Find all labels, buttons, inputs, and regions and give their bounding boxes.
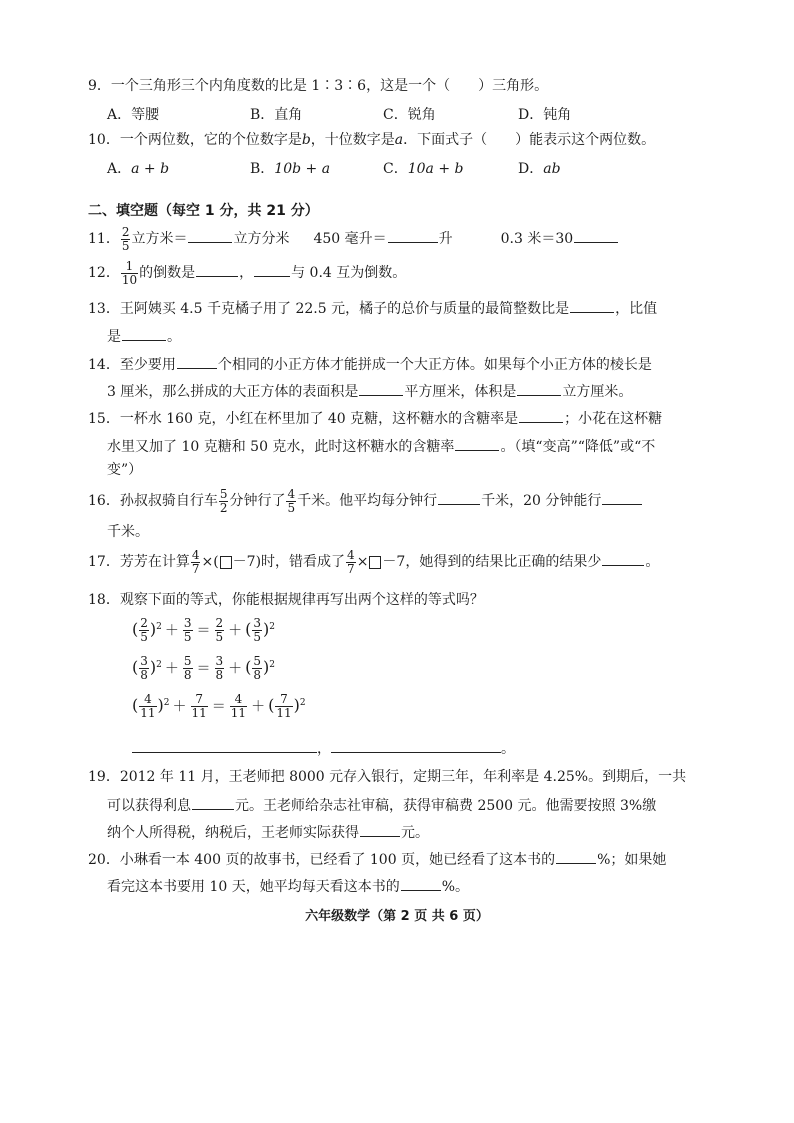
fraction xyxy=(191,549,201,576)
option-letter: A． xyxy=(107,161,132,177)
answer-blank[interactable] xyxy=(122,326,166,341)
question-text: 是 xyxy=(107,329,121,345)
question-11 xyxy=(88,225,619,253)
question-10 xyxy=(88,130,655,150)
question-14-line-2 xyxy=(107,381,632,402)
fraction xyxy=(121,260,138,287)
fraction-numerator: 7 xyxy=(280,692,288,706)
option-c xyxy=(383,158,463,178)
fraction-denominator: 11 xyxy=(276,706,292,720)
question-text: 元。王老师给杂志社审稿，获得审稿费 2500 元。他需要按照 3%缴 xyxy=(235,798,657,814)
fraction-numerator: 5 xyxy=(183,654,192,668)
question-text: 芳芳在计算 xyxy=(119,554,190,570)
question-text: 千米，20 分钟能行 xyxy=(481,493,602,509)
fraction xyxy=(121,226,131,253)
fraction-denominator: 11 xyxy=(230,706,247,720)
punctuation: 。 xyxy=(501,741,515,757)
variable-a: a xyxy=(394,132,404,148)
fraction-numerator: 3 xyxy=(140,654,148,668)
question-9 xyxy=(88,76,548,96)
fraction xyxy=(139,617,149,644)
question-15-line-3: 变”） xyxy=(107,462,143,478)
question-20 xyxy=(88,849,666,870)
question-text: × xyxy=(356,554,369,570)
answer-blank[interactable] xyxy=(388,228,438,243)
question-text: 与 0.4 互为倒数。 xyxy=(291,265,407,281)
question-text: %；如果她 xyxy=(597,852,667,868)
question-15-line-2 xyxy=(107,436,655,457)
question-text: 升 xyxy=(438,231,453,247)
answer-blank[interactable] xyxy=(455,436,499,451)
question-text: 至少要用 xyxy=(119,357,176,373)
question-text: 0.3 米＝30 xyxy=(500,231,574,247)
fraction-denominator: 8 xyxy=(253,668,262,682)
option-a: A．等腰 xyxy=(107,107,160,123)
answer-blank[interactable] xyxy=(401,876,441,891)
question-text: －7)时，错看成了 xyxy=(232,554,346,570)
fraction xyxy=(252,617,262,644)
answer-blank[interactable] xyxy=(602,551,644,566)
fraction-numerator: 3 xyxy=(183,616,192,630)
exponent: 2 xyxy=(299,697,306,708)
question-text: 的倒数是 xyxy=(139,265,196,281)
fraction-numerator: 5 xyxy=(219,486,228,501)
question-number: 14． xyxy=(88,357,120,373)
question-text: 纳个人所得税，纳税后，王老师实际获得 xyxy=(107,825,359,841)
question-18-answer-line xyxy=(132,738,515,759)
question-number: 19． xyxy=(88,769,120,785)
exponent: 2 xyxy=(269,621,276,632)
question-18 xyxy=(88,590,484,610)
question-19-line-3 xyxy=(107,822,429,843)
answer-blank[interactable] xyxy=(188,228,232,243)
question-16-line-2: 千米。 xyxy=(107,524,149,540)
answer-blank[interactable] xyxy=(359,381,403,396)
question-number: 18． xyxy=(88,592,120,608)
variable-b: b xyxy=(301,132,311,148)
plus-sign: ＋ xyxy=(251,698,266,715)
question-text: 分钟行了 xyxy=(229,493,286,509)
exponent: 2 xyxy=(156,659,162,670)
question-text: 一个两位数，它的个位数字是 xyxy=(119,132,302,148)
question-text: 3 厘米，那么拼成的大正方体的表面积是 xyxy=(107,384,359,400)
equation-1: ( $\frac{2}{5}$ )$^2$ ＋ $\frac{3}{5}$ ＝ $\frac{2}{5}$ ＋ ( $\frac{3}{5}$ )$^2$ xyxy=(132,616,276,644)
fraction-denominator: 5 xyxy=(253,630,262,644)
question-text: 。 xyxy=(167,329,181,345)
question-number: 9． xyxy=(88,78,111,94)
option-letter: D． xyxy=(518,161,544,177)
fraction-denominator: 5 xyxy=(140,630,148,644)
fraction-numerator: 1 xyxy=(125,258,134,273)
equation-3: ( $\frac{4}{11}$ )$^2$ ＋ $\frac{7}{11}$ ＝ $\frac{4}{11}$ ＋ ( $\frac{7}{11}$ )$^2$ xyxy=(132,692,306,720)
answer-blank[interactable] xyxy=(196,262,238,277)
question-20-line-2 xyxy=(107,876,469,897)
option-b: B．直角 xyxy=(250,107,303,123)
question-text: 王阿姨买 4.5 千克橘子用了 22.5 元，橘子的总价与质量的最简整数比是 xyxy=(119,301,570,317)
section-title: 二、填空题（每空 1 分，共 21 分） xyxy=(88,203,319,219)
question-14 xyxy=(88,354,652,375)
answer-blank[interactable] xyxy=(556,849,596,864)
fraction-denominator: 2 xyxy=(219,500,228,515)
fraction-numerator: 4 xyxy=(144,692,152,706)
option-b xyxy=(250,158,330,178)
question-text: ， xyxy=(239,265,254,281)
question-text: 平方厘米，体积是 xyxy=(404,384,517,400)
question-text: 观察下面的等式，你能根据规律再写出两个这样的等式吗？ xyxy=(119,592,484,608)
question-19 xyxy=(88,767,686,787)
fraction-numerator: 2 xyxy=(121,224,130,239)
question-text: 一杯水 160 克，小红在杯里加了 40 克糖，这杯糖水的含糖率是 xyxy=(119,411,519,427)
exponent: 2 xyxy=(156,621,162,632)
question-text: 小琳看一本 400 页的故事书，已经看了 100 页，她已经看了这本书的 xyxy=(119,852,556,868)
fraction xyxy=(215,655,225,682)
plus-sign: ＋ xyxy=(172,698,187,715)
option-d: D．钝角 xyxy=(518,107,572,123)
question-text: 。 xyxy=(645,554,660,570)
option-expression: 10b + a xyxy=(274,161,331,177)
question-text: 水里又加了 10 克糖和 50 克水，此时这杯糖水的含糖率 xyxy=(107,439,455,455)
answer-blank[interactable] xyxy=(192,795,234,810)
option-expression: ab xyxy=(543,161,561,177)
square-box xyxy=(369,556,381,569)
question-text: 立方厘米。 xyxy=(562,384,633,400)
question-13-line-2 xyxy=(107,326,181,347)
fraction xyxy=(139,655,149,682)
answer-blank[interactable] xyxy=(254,262,290,277)
option-expression: a + b xyxy=(131,161,170,177)
question-text: 元。 xyxy=(401,825,429,841)
question-17 xyxy=(88,547,659,577)
fraction xyxy=(139,693,156,720)
fraction-numerator: 4 xyxy=(234,692,243,706)
answer-blank[interactable] xyxy=(570,298,614,313)
option-expression: 10a + b xyxy=(407,161,464,177)
exponent: 2 xyxy=(163,697,170,708)
question-text: 个相同的小正方体才能拼成一个大正方体。如果每个小正方体的棱长是 xyxy=(217,357,652,373)
question-text: 千米。他平均每分钟行 xyxy=(297,493,438,509)
fraction-denominator: 7 xyxy=(191,561,200,576)
option-letter: B． xyxy=(250,161,275,177)
fraction-numerator: 3 xyxy=(215,654,224,668)
question-text: 2012 年 11 月，王老师把 8000 元存入银行，定期三年，年利率是 4.25%。到期后，一共 xyxy=(119,769,687,785)
plus-sign: ＋ xyxy=(164,622,179,639)
question-19-line-2 xyxy=(107,795,656,816)
equation-2: ( $\frac{3}{8}$ )$^2$ ＋ $\frac{5}{8}$ ＝ $\frac{3}{8}$ ＋ ( $\frac{5}{8}$ )$^2$ xyxy=(132,654,276,682)
equals-sign: ＝ xyxy=(196,660,211,677)
plus-sign: ＋ xyxy=(228,622,243,639)
plus-sign: ＋ xyxy=(164,660,179,677)
page-footer: 六年级数学（第 2 页 共 6 页） xyxy=(305,909,489,924)
fraction-denominator: 5 xyxy=(215,630,224,644)
answer-blank[interactable] xyxy=(360,822,400,837)
fraction-denominator: 7 xyxy=(347,561,355,576)
answer-blank[interactable] xyxy=(331,738,501,753)
question-text: 立方分米 xyxy=(233,231,290,247)
fraction xyxy=(215,617,225,644)
answer-blank[interactable] xyxy=(132,738,317,753)
question-text: ；小花在这杯糖 xyxy=(564,411,663,427)
question-text: 一个三角形三个内角度数的比是 1∶3∶6，这是一个（ ）三角形。 xyxy=(110,78,549,94)
fraction xyxy=(275,693,292,720)
answer-blank[interactable] xyxy=(438,490,480,505)
fraction-numerator: 5 xyxy=(253,654,262,668)
fraction-numerator: 7 xyxy=(195,692,203,706)
question-text: %。 xyxy=(441,879,470,895)
question-13 xyxy=(88,298,657,319)
fraction-denominator: 10 xyxy=(121,272,138,287)
answer-blank[interactable] xyxy=(519,408,563,423)
fraction-denominator: 8 xyxy=(140,668,148,682)
fraction-numerator: 2 xyxy=(215,616,224,630)
question-text: ×( xyxy=(201,554,219,570)
fraction-denominator: 5 xyxy=(121,238,130,253)
fraction xyxy=(230,693,247,720)
question-number: 20． xyxy=(88,852,120,868)
equals-sign: ＝ xyxy=(196,622,211,639)
fraction-denominator: 5 xyxy=(183,630,192,644)
fraction-numerator: 2 xyxy=(140,616,148,630)
option-letter: C． xyxy=(383,161,408,177)
fraction xyxy=(191,693,208,720)
fraction-denominator: 8 xyxy=(183,668,192,682)
question-number: 17． xyxy=(88,554,120,570)
question-12 xyxy=(88,259,406,287)
question-text: 孙叔叔骑自行车 xyxy=(119,493,218,509)
question-number: 12． xyxy=(88,265,120,281)
question-number: 13． xyxy=(88,301,120,317)
question-text: 立方米＝ xyxy=(131,231,188,247)
exponent: 2 xyxy=(269,659,276,670)
fraction-denominator: 5 xyxy=(287,500,296,515)
option-c: C．锐角 xyxy=(383,107,436,123)
punctuation: ， xyxy=(317,741,331,757)
answer-blank[interactable] xyxy=(177,354,217,369)
answer-blank[interactable] xyxy=(517,381,561,396)
fraction xyxy=(183,617,193,644)
question-number: 11． xyxy=(88,231,120,247)
answer-blank[interactable] xyxy=(602,490,642,505)
fraction-numerator: 4 xyxy=(191,547,200,562)
question-text: ，比值 xyxy=(615,301,658,317)
question-text: 看完这本书要用 10 天，她平均每天看这本书的 xyxy=(107,879,400,895)
fraction-denominator: 8 xyxy=(215,668,224,682)
fraction xyxy=(219,488,229,515)
option-a xyxy=(107,158,169,178)
question-text: 可以获得利息 xyxy=(107,798,191,814)
fraction xyxy=(183,655,193,682)
fraction xyxy=(252,655,262,682)
fraction-numerator: 4 xyxy=(287,486,296,501)
question-text: ，十位数字是 xyxy=(310,132,395,148)
fraction-denominator: 11 xyxy=(191,706,207,720)
question-text: －7，她得到的结果比正确的结果少 xyxy=(382,554,602,570)
fraction-numerator: 4 xyxy=(347,547,355,562)
question-number: 16． xyxy=(88,493,120,509)
question-16 xyxy=(88,486,643,516)
option-d xyxy=(518,158,561,178)
fraction xyxy=(286,488,296,515)
equals-sign: ＝ xyxy=(211,698,226,715)
question-text: 450 毫升＝ xyxy=(313,231,387,247)
plus-sign: ＋ xyxy=(228,660,243,677)
question-text: 。（填“变高”“降低”或“不 xyxy=(500,439,656,455)
question-number: 10． xyxy=(88,132,120,148)
question-number: 15． xyxy=(88,411,120,427)
answer-blank[interactable] xyxy=(574,228,618,243)
question-text: ．下面式子（ ）能表示这个两位数。 xyxy=(403,132,656,148)
fraction-denominator: 11 xyxy=(140,706,156,720)
fraction xyxy=(346,549,356,576)
fraction-numerator: 3 xyxy=(253,616,262,630)
question-15 xyxy=(88,408,662,429)
square-box xyxy=(220,556,232,569)
